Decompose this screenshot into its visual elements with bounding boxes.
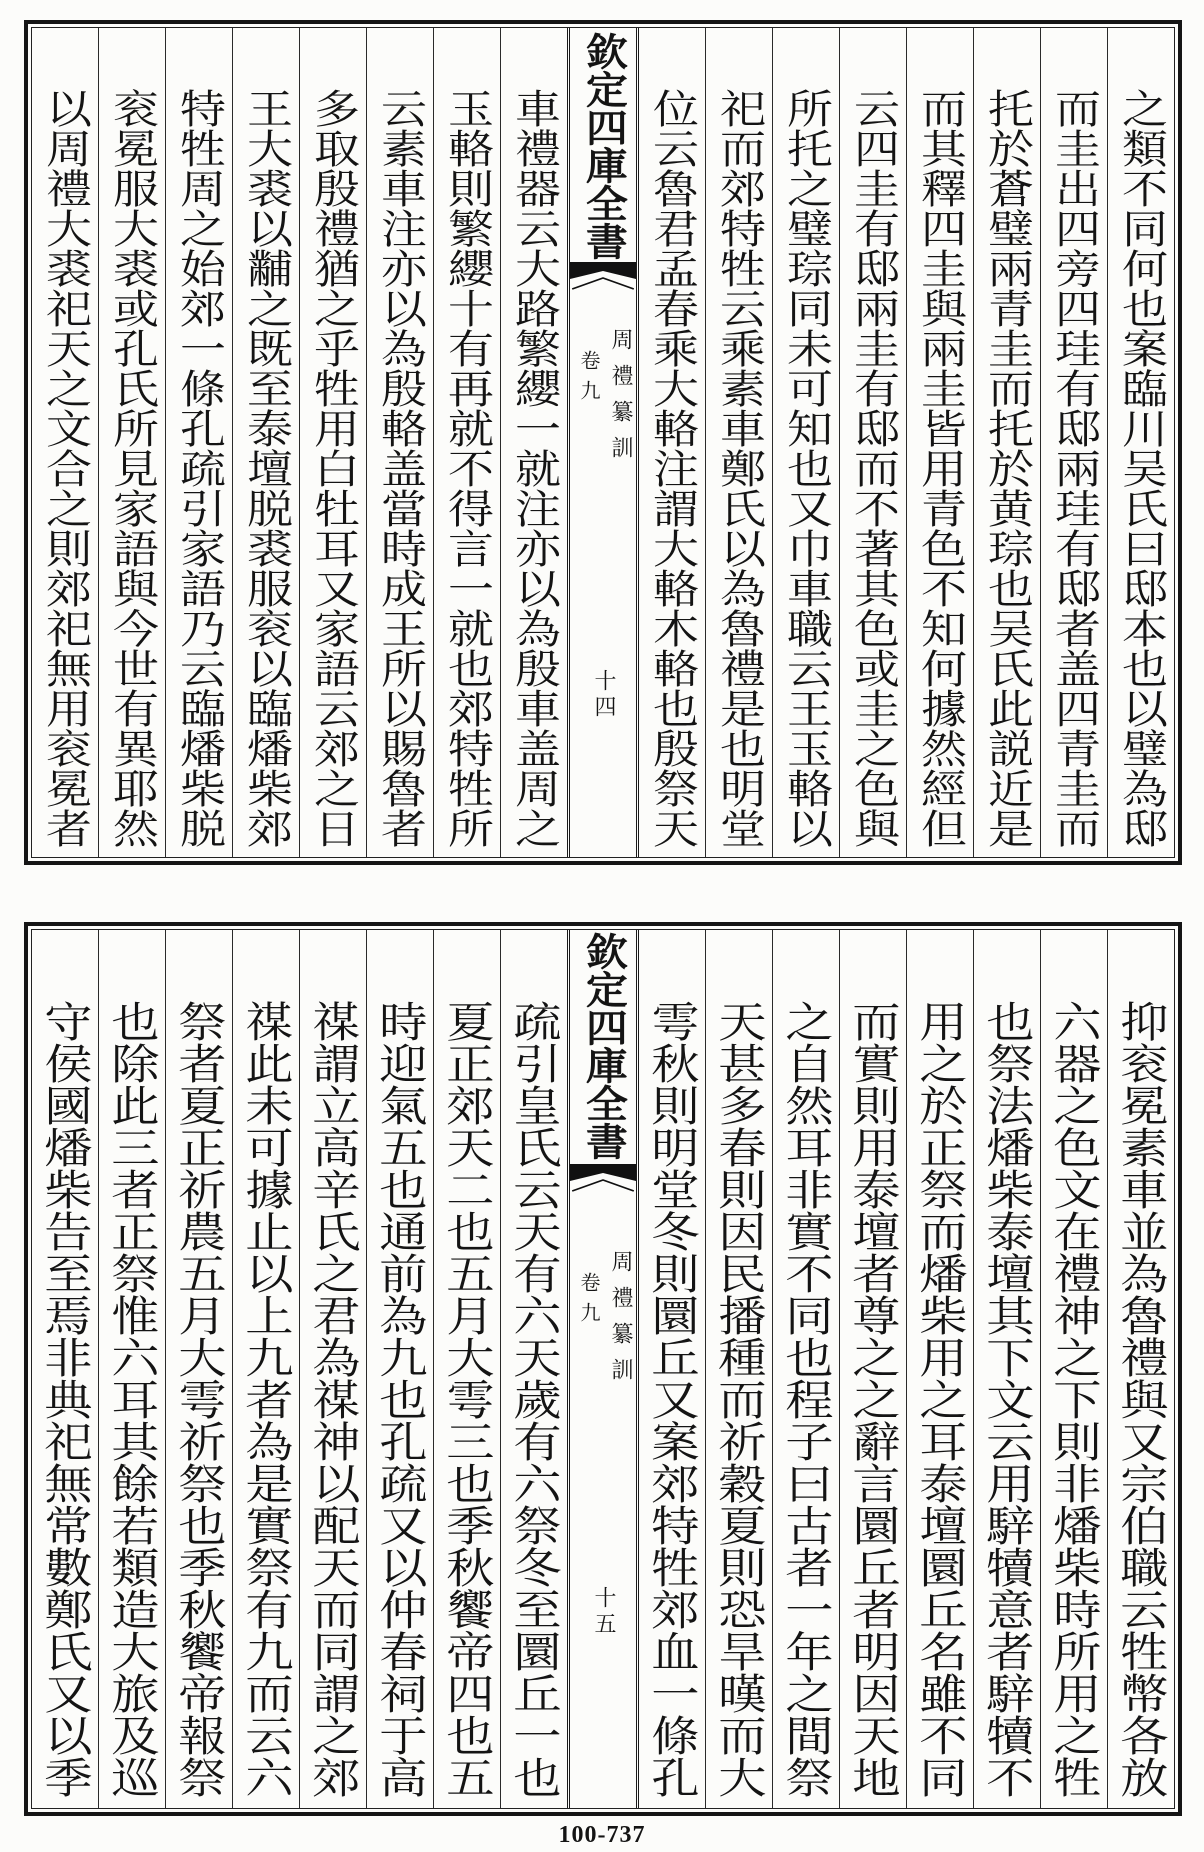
column-text: 位云魯君孟春乘大輅注謂大輅木輅也殷祭天: [645, 88, 699, 848]
column-text: 六器之色文在禮神之下則非燔柴時所用之牲: [1046, 1000, 1103, 1798]
text-column: [973, 930, 1040, 1808]
collection-title: 欽定四庫全書: [578, 932, 629, 1160]
text-column: [232, 930, 299, 1808]
text-column: [165, 28, 232, 857]
column-text: 以周禮大裘祀天之文合之則郊祀無用衮冕者: [38, 88, 92, 848]
column-text: 而實則用泰壇者尊之之辭言圜丘者明因天地: [845, 1000, 902, 1798]
text-column: [32, 28, 98, 857]
center-fold-column: [567, 28, 639, 857]
text-frame: [31, 929, 1175, 1809]
center-fold-column: [567, 930, 639, 1808]
leaf-number: 十四: [591, 669, 616, 721]
column-text: 守侯國燔柴告至焉非典祀無常數鄭氏又以季: [37, 1000, 94, 1798]
column-text: 之類不同何也案臨川吴氏曰邸本也以璧為邸: [1114, 88, 1168, 848]
text-column: [366, 930, 433, 1808]
column-text: 祀而郊特牲云乘素車鄭氏以為魯禮是也明堂: [712, 88, 766, 848]
upper-leaf: [24, 20, 1182, 865]
book-title: 周禮纂訓: [608, 328, 633, 472]
text-column: [32, 930, 98, 1808]
column-text: 用之於正祭而燔柴用之耳泰壇圜丘名雖不同: [912, 1000, 969, 1798]
column-text: 夏正郊天二也五月大雩三也季秋饗帝四也五: [439, 1000, 496, 1798]
text-column: [705, 28, 772, 857]
column-text: 車禮器云大路繁纓一就注亦以為殷車盖周之: [507, 88, 561, 848]
text-column: [232, 28, 299, 857]
text-column: [772, 930, 839, 1808]
text-column: [1107, 930, 1174, 1808]
text-column: [1040, 930, 1107, 1808]
text-column: [165, 930, 232, 1808]
column-text: 玉輅則繁纓十有再就不得言一就也郊特牲所: [440, 88, 494, 848]
column-text: 衮冕服大裘或孔氏所見家語與今世有異耶然: [105, 88, 159, 848]
collection-title: 欽定四庫全書: [578, 32, 629, 260]
text-column: [366, 28, 433, 857]
column-text: 云素車注亦以為殷輅盖當時成王所以賜魯者: [373, 88, 427, 848]
column-text: 疏引皇氏云天有六天歲有六祭冬至圜丘一也: [506, 1000, 563, 1798]
column-text: 雩秋則明堂冬則圜丘又案郊特牲郊血一條孔: [644, 1000, 701, 1798]
column-text: 禖此未可據止以上九者為是實祭有九而云六: [238, 1000, 295, 1798]
text-column: [839, 930, 906, 1808]
text-column: [906, 28, 973, 857]
text-column: [772, 28, 839, 857]
column-text: 時迎氣五也通前為九也孔疏又以仲春祠于高: [372, 1000, 429, 1798]
text-column: [500, 28, 567, 857]
fishtail-mark: [570, 262, 636, 296]
lower-leaf: [24, 922, 1182, 1816]
volume-label: 卷九: [577, 350, 601, 410]
text-column: [705, 930, 772, 1808]
text-column: [1040, 28, 1107, 857]
column-text: 禖謂立高辛氏之君為禖神以配天而同謂之郊: [305, 1000, 362, 1798]
column-text: 而其釋四圭與兩圭皆用青色不知何據然經但: [913, 88, 967, 848]
fishtail-mark: [570, 1164, 636, 1198]
text-column: [973, 28, 1040, 857]
text-column: [1107, 28, 1174, 857]
text-column: [98, 930, 165, 1808]
leaf-number: 十五: [591, 1586, 616, 1638]
text-frame: [31, 27, 1175, 858]
text-column: [839, 28, 906, 857]
column-text: 王大裘以黼之既至泰壇脱裘服衮以臨燔柴郊: [239, 88, 293, 848]
column-text: 托於蒼璧兩青圭而托於黄琮也吴氏此説近是: [980, 88, 1034, 848]
text-column: [639, 28, 705, 857]
page-number: 100-737: [558, 1822, 646, 1848]
text-column: [639, 930, 705, 1808]
column-text: 所托之璧琮同未可知也又巾車職云王玉輅以: [779, 88, 833, 848]
column-text: 之自然耳非實不同也程子曰古者一年之間祭: [778, 1000, 835, 1798]
text-column: [299, 28, 366, 857]
book-title: 周禮纂訓: [608, 1250, 633, 1394]
volume-label: 卷九: [577, 1272, 601, 1332]
text-column: [98, 28, 165, 857]
text-column: [500, 930, 567, 1808]
text-column: [433, 930, 500, 1808]
column-text: 特牲周之始郊一條孔疏引家語乃云臨燔柴脱: [172, 88, 226, 848]
text-column: [299, 930, 366, 1808]
text-column: [906, 930, 973, 1808]
column-text: 祭者夏正祈農五月大雩祈祭也季秋饗帝報祭: [171, 1000, 228, 1798]
column-text: 多取殷禮猶之乎牲用白牡耳又家語云郊之日: [306, 88, 360, 848]
column-text: 天甚多春則因民播種而祈穀夏則恐旱暵而大: [711, 1000, 768, 1798]
column-text: 也祭法燔柴泰壇其下文云用騂犢意者騂犢不: [979, 1000, 1036, 1798]
column-text: 云四圭有邸兩圭有邸而不著其色或圭之色與: [846, 88, 900, 848]
column-text: 抑衮冕素車並為魯禮與又宗伯職云牲幣各放: [1113, 1000, 1170, 1798]
text-column: [433, 28, 500, 857]
column-text: 也除此三者正祭惟六耳其餘若類造大旅及巡: [104, 1000, 161, 1798]
column-text: 而圭出四旁四珪有邸兩珪有邸者盖四青圭而: [1047, 88, 1101, 848]
